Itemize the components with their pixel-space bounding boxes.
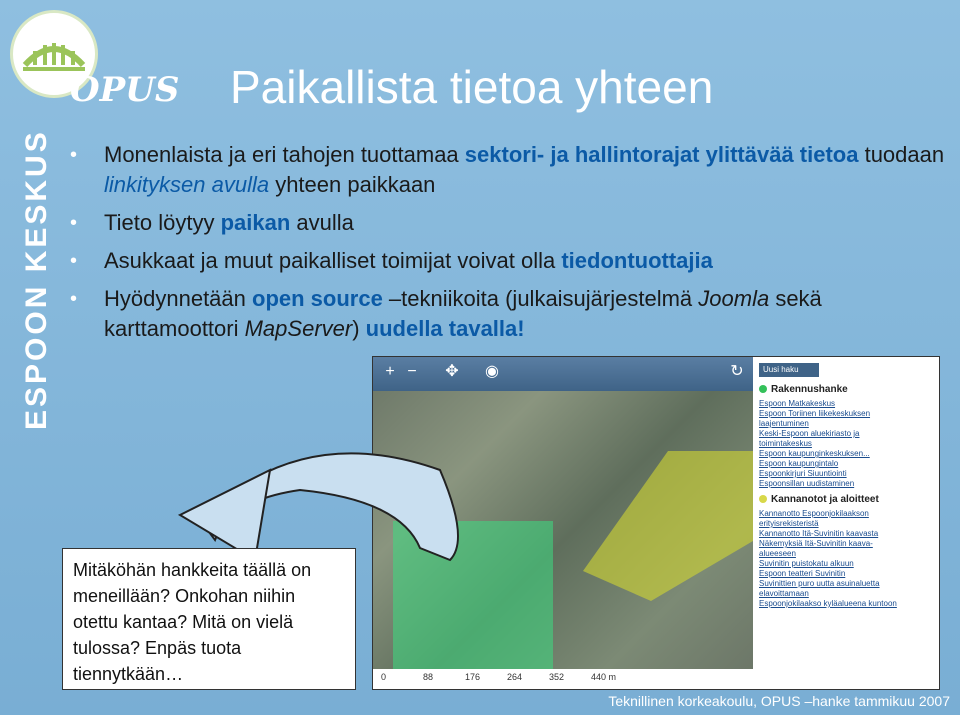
bullet-text: tuodaan (858, 142, 945, 167)
section2-title: Kannanotot ja aloitteet (759, 495, 935, 505)
vertical-label: ESPOON KESKUS (20, 129, 53, 430)
sidebar-link[interactable]: Keski-Espoon aluekiriasto ja (759, 429, 860, 438)
sidebar-link[interactable]: alueeseen (759, 549, 796, 558)
sidebar-link[interactable]: Kannanotto Itä-Suvinitin kaavasta (759, 529, 879, 538)
sidebar-link[interactable]: Espoon kaupungintalo (759, 459, 839, 468)
section1-title: Rakennushanke (759, 385, 935, 395)
bullet-text: ) (352, 316, 366, 341)
bullet-text: open source (252, 286, 383, 311)
bullet-text: avulla (290, 210, 354, 235)
new-search-button[interactable]: Uusi haku (759, 363, 819, 377)
scale-label: 176 (465, 672, 481, 682)
sidebar-link[interactable]: toimintakeskus (759, 439, 812, 448)
sidebar-link[interactable]: Espoonjokilaakso kyläalueena kuntoon (759, 599, 897, 608)
scale-label: 0 (381, 672, 387, 682)
callout-box: Mitäköhän hankkeita täällä on meneillään? Onkohan niihin otettu kantaa? Mitä on vielä tulossa? Enpäs tuota tiennytkään… (62, 548, 356, 690)
scale-label: 88 (423, 672, 434, 682)
zoom-out-icon[interactable]: − (407, 363, 417, 380)
bullet-text: uudella tavalla! (365, 316, 525, 341)
bullet-text: sekä karttamoottori (104, 286, 822, 341)
sidebar-link[interactable]: Espoonsillan uudistaminen (759, 479, 855, 488)
sidebar-link[interactable]: elavoittamaan (759, 589, 809, 598)
bullet-text: tiedontuottajia (561, 248, 713, 273)
sidebar-link[interactable]: Espoon Matkakeskus (759, 399, 836, 408)
sidebar-link[interactable]: Espoon kaupunginkeskuksen... (759, 449, 870, 458)
bullet-text: –tekniikoita (julkaisujärjestelmä (382, 286, 699, 311)
sidebar-link[interactable]: Espoon Toriinen liikekeskuksen (759, 409, 871, 418)
pan-icon[interactable]: ✥ (445, 363, 459, 380)
refresh-icon[interactable]: ↻ (730, 363, 744, 380)
info-icon[interactable]: ◉ (485, 363, 499, 380)
sidebar-link[interactable]: laajentuminen (759, 419, 809, 428)
slide-title: Paikallista tietoa yhteen (230, 61, 714, 113)
bullet-text: yhteen paikkaan (269, 172, 436, 197)
bullet-text: MapServer (244, 316, 353, 341)
zoom-in-icon[interactable]: + (385, 363, 395, 380)
logo-text: OPUS (70, 70, 180, 110)
bullet-text: Hyödynnetään (104, 286, 252, 311)
bullet-text: Asukkaat ja muut paikalliset toimijat voivat olla (104, 248, 562, 273)
bullet-text: linkityksen avulla (104, 172, 270, 197)
sidebar-link[interactable]: Espoonkirjuri Siuuntiointi (759, 469, 847, 478)
sidebar-link[interactable]: erityisrekisteristä (759, 519, 819, 528)
scale-label: 352 (549, 672, 565, 682)
bullet-text: paikan (220, 210, 291, 235)
sidebar-link[interactable]: Espoon teatteri Suvinitin (759, 569, 846, 578)
bullet-text: Tieto löytyy (104, 210, 221, 235)
scale-label: 264 (507, 672, 523, 682)
bullet-text: Monenlaista ja eri tahojen tuottamaa (104, 142, 465, 167)
scale-label: 440 m (591, 672, 617, 682)
sidebar-link[interactable]: Suvinitin puistokatu alkuun (759, 559, 854, 568)
sidebar-link[interactable]: Näkemyksiä Itä-Suvinitin kaava- (759, 539, 873, 548)
bullet-text: sektori- ja hallintorajat ylittävää tietoa (464, 142, 859, 167)
sidebar-link[interactable]: Suvinittien puro uutta asuinaluetta (759, 579, 880, 588)
bullet-text: Joomla (698, 286, 770, 311)
footer-text: Teknillinen korkeakoulu, OPUS –hanke tammikuu 2007 (608, 693, 950, 709)
sidebar-link[interactable]: Kannanotto Espoonjokilaakson (759, 509, 869, 518)
